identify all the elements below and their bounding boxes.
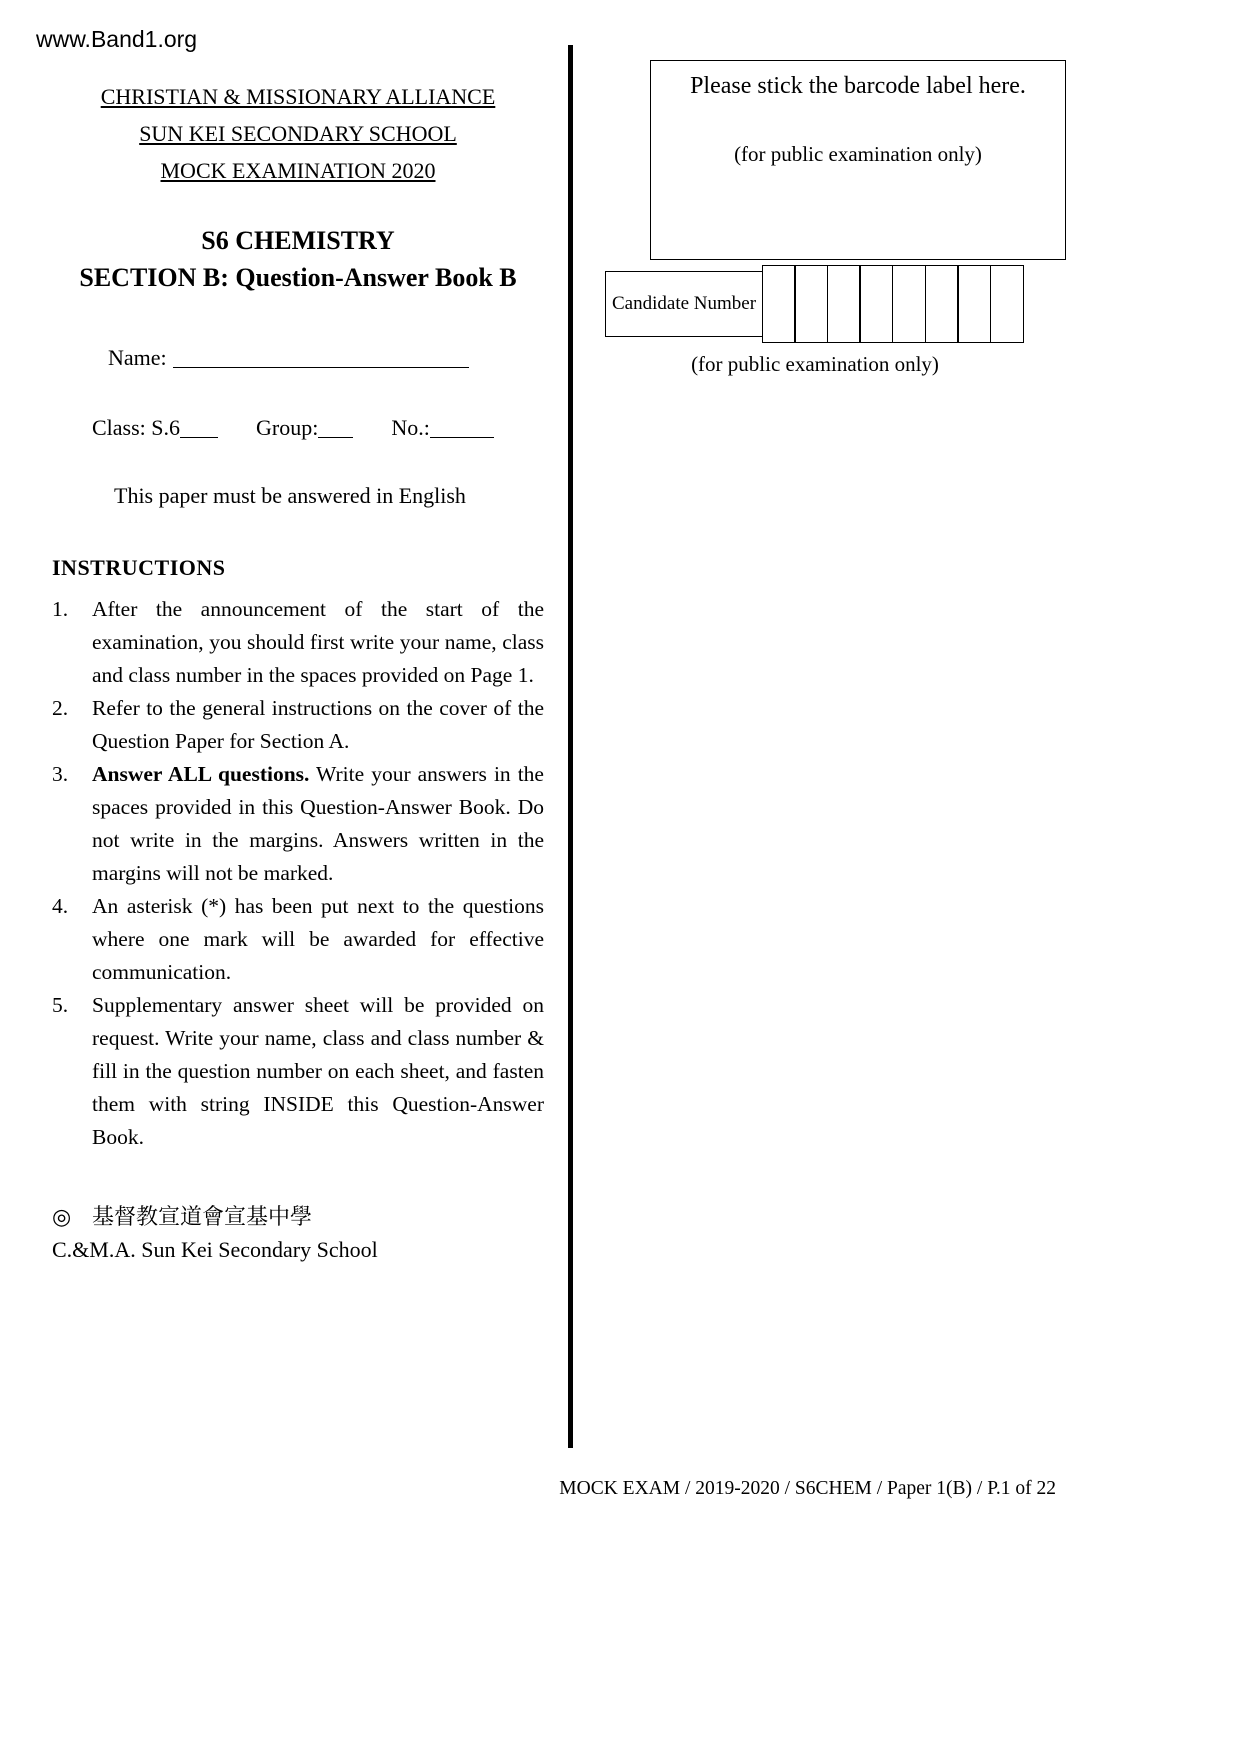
group-blank-line: [318, 424, 353, 438]
class-label: Class: S.6: [92, 415, 181, 440]
barcode-box: [650, 60, 1066, 260]
group-label: Group:: [256, 415, 319, 440]
candidate-number-cell: [859, 265, 893, 343]
candidate-number-row: [605, 264, 1067, 344]
candidate-number-cell: [892, 265, 926, 343]
no-blank-line: [430, 424, 494, 438]
school-name-line-2: SUN KEI SECONDARY SCHOOL: [139, 121, 457, 146]
instruction-item: [52, 890, 544, 989]
section-title: SECTION B: Question-Answer Book B: [79, 263, 517, 292]
instructions-heading: INSTRUCTIONS: [52, 555, 226, 580]
english-notice: This paper must be answered in English: [114, 483, 466, 508]
class-field-line: [92, 415, 544, 441]
instructions-list: [52, 593, 544, 1154]
instruction-number: 4.: [52, 894, 69, 918]
copyright-symbol: ◎: [52, 1204, 72, 1229]
instruction-item: [52, 758, 544, 890]
vertical-divider: [568, 45, 573, 1448]
instruction-text: Refer to the general instructions on the cover of the Question Paper for Section A.: [92, 696, 544, 753]
subject-title: S6 CHEMISTRY: [201, 226, 395, 255]
instruction-text: Answer ALL questions. Write your answers in the spaces provided in this Question-Answer Book. Do not write in the margins. Answers written in the margins will not be marked.: [92, 762, 544, 885]
school-name-english: C.&M.A. Sun Kei Secondary School: [52, 1237, 378, 1262]
candidate-number-cell: [957, 265, 991, 343]
name-field-line: [108, 345, 544, 371]
name-blank-line: [173, 354, 469, 368]
candidate-number-cell: [990, 265, 1024, 343]
instruction-item: [52, 593, 544, 692]
candidate-number-label: Candidate Number: [605, 271, 763, 337]
exam-name-line: MOCK EXAMINATION 2020: [160, 158, 436, 183]
school-name-chinese: 基督教宣道會宣基中學: [92, 1204, 313, 1229]
instruction-text: After the announcement of the start of the examination, you should first write your name, class and class number in the spaces provided on Page 1.: [92, 597, 544, 687]
candidate-number-cell: [925, 265, 959, 343]
instruction-text: Supplementary answer sheet will be provided on request. Write your name, class and class number & fill in the question number on each sheet, and fasten them with string INSIDE this Question-Answer Book.: [92, 993, 544, 1149]
instruction-text: An asterisk (*) has been put next to the questions where one mark will be awarded for effective communication.: [92, 894, 544, 984]
candidate-number-cell: [794, 265, 828, 343]
instruction-item: [52, 692, 544, 758]
candidate-number-cells: [763, 265, 1024, 343]
no-label: No.:: [391, 415, 430, 440]
name-label: Name:: [108, 345, 167, 370]
candidate-number-cell: [762, 265, 796, 343]
left-column: [52, 84, 544, 1263]
instruction-number: 1.: [52, 597, 69, 621]
class-blank-line: [180, 424, 218, 438]
right-column: [605, 60, 1067, 377]
instruction-number: 2.: [52, 696, 69, 720]
instruction-number: 5.: [52, 993, 69, 1017]
instruction-number: 3.: [52, 762, 69, 786]
page-footer: MOCK EXAM / 2019-2020 / S6CHEM / Paper 1(B) / P.1 of 22: [559, 1478, 1056, 1499]
candidate-number-cell: [827, 265, 861, 343]
barcode-note: (for public examination only): [734, 142, 982, 166]
candidate-number-note: (for public examination only): [691, 352, 939, 376]
instruction-item: [52, 989, 544, 1154]
copyright-line: [52, 1200, 544, 1231]
barcode-instruction: Please stick the barcode label here.: [690, 73, 1026, 99]
watermark: www.Band1.org: [36, 26, 198, 52]
school-name-line-1: CHRISTIAN & MISSIONARY ALLIANCE: [100, 84, 496, 109]
